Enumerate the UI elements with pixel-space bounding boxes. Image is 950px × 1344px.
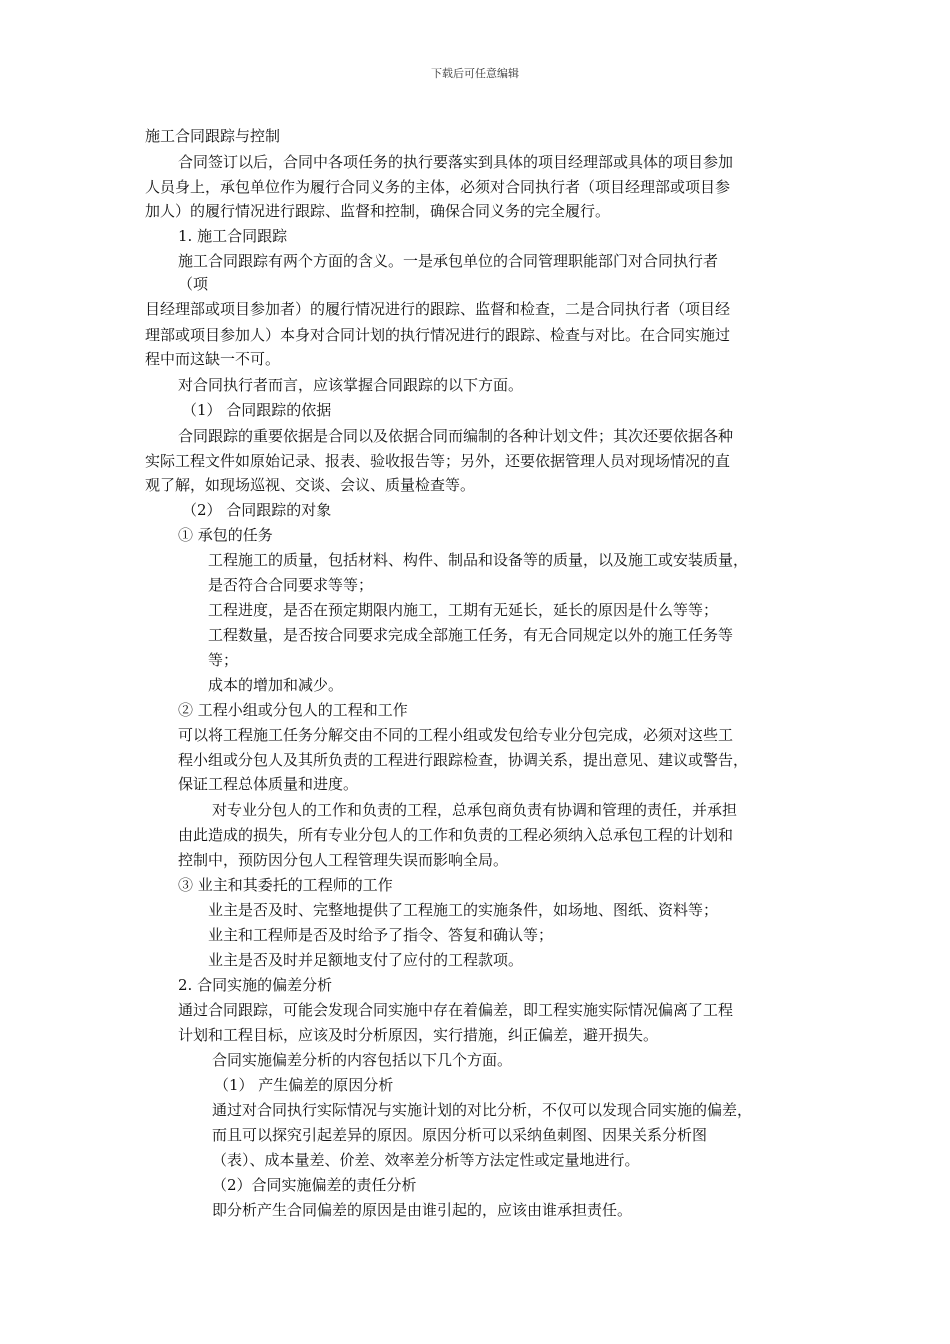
- text-line: 通过对合同执行实际情况与实施计划的对比分析，不仅可以发现合同实施的偏差，: [212, 1101, 753, 1119]
- text-line: 对专业分包人的工作和负责的工程，总承包商负责有协调和管理的责任，并承担: [212, 801, 738, 819]
- doc-title: 施工合同跟踪与控制: [145, 127, 281, 145]
- page-header: 下载后可任意编辑: [431, 67, 519, 80]
- list-heading: ① 承包的任务: [178, 526, 273, 544]
- list-heading: ③ 业主和其委托的工程师的工作: [178, 876, 393, 894]
- text-line: 观了解，如现场巡视、交谈、会议、质量检查等。: [145, 476, 476, 494]
- text-line: 工程施工的质量，包括材料、构件、制品和设备等的质量，以及施工或安装质量，: [208, 551, 749, 569]
- text-line: 程小组或分包人及其所负责的工程进行跟踪检查，协调关系，提出意见、建议或警告，: [178, 751, 749, 769]
- text-line: 工程进度，是否在预定期限内施工，工期有无延长，延长的原因是什么等等；: [208, 601, 719, 619]
- text-line: 对合同执行者而言，应该掌握合同跟踪的以下方面。: [178, 376, 524, 394]
- text-line: 通过合同跟踪，可能会发现合同实施中存在着偏差，即工程实施实际情况偏离了工程: [178, 1001, 734, 1019]
- text-line: 等；: [208, 651, 239, 669]
- text-line: 计划和工程目标，应该及时分析原因，实行措施，纠正偏差，避开损失。: [178, 1026, 659, 1044]
- section-heading: 2. 合同实施的偏差分析: [178, 976, 333, 994]
- text-line: 程中而这缺一不可。: [145, 350, 281, 368]
- section-heading: 1. 施工合同跟踪: [178, 227, 288, 245]
- text-line: 工程数量，是否按合同要求完成全部施工任务，有无合同规定以外的施工任务等: [208, 626, 734, 644]
- subsection-heading: （1） 合同跟踪的依据: [182, 401, 332, 419]
- text-line: （表）、成本量差、价差、效率差分析等方法定性或定量地进行。: [212, 1151, 640, 1169]
- text-line: 由此造成的损失，所有专业分包人的工作和负责的工程必须纳入总承包工程的计划和: [178, 826, 734, 844]
- text-line: 施工合同跟踪有两个方面的含义。一是承包单位的合同管理职能部门对合同执行者: [178, 252, 719, 270]
- text-line: 合同跟踪的重要依据是合同以及依据合同而编制的各种计划文件；其次还要依据各种: [178, 427, 734, 445]
- text-line: 即分析产生合同偏差的原因是由谁引起的，应该由谁承担责任。: [212, 1201, 633, 1219]
- text-line: 人员身上，承包单位作为履行合同义务的主体，必须对合同执行者（项目经理部或项目参: [145, 178, 731, 196]
- text-line: 业主是否及时并足额地支付了应付的工程款项。: [208, 951, 524, 969]
- text-line: 理部或项目参加人）本身对合同计划的执行情况进行的跟踪、检查与对比。在合同实施过: [145, 326, 731, 344]
- text-line: 成本的增加和减少。: [208, 676, 344, 694]
- text-line: 保证工程总体质量和进度。: [178, 775, 359, 793]
- text-line: 实际工程文件如原始记录、报表、验收报告等；另外，还要依据管理人员对现场情况的直: [145, 452, 731, 470]
- text-line: 控制中，预防因分包人工程管理失误而影响全局。: [178, 851, 509, 869]
- text-line: 而且可以探究引起差异的原因。原因分析可以采纳鱼刺图、因果关系分析图: [212, 1126, 708, 1144]
- subsection-heading: （1） 产生偏差的原因分析: [214, 1076, 394, 1094]
- text-line: （项: [178, 275, 209, 293]
- text-line: 目经理部或项目参加者）的履行情况进行的跟踪、监督和检查，二是合同执行者（项目经: [145, 300, 731, 318]
- subsection-heading: （2） 合同跟踪的对象: [182, 501, 332, 519]
- text-line: 业主是否及时、完整地提供了工程施工的实施条件，如场地、图纸、资料等；: [208, 901, 719, 919]
- list-heading: ② 工程小组或分包人的工程和工作: [178, 701, 408, 719]
- text-line: 加人）的履行情况进行跟踪、监督和控制，确保合同义务的完全履行。: [145, 202, 611, 220]
- subsection-heading: （2）合同实施偏差的责任分析: [212, 1176, 417, 1194]
- text-line: 合同实施偏差分析的内容包括以下几个方面。: [212, 1051, 513, 1069]
- text-line: 业主和工程师是否及时给予了指令、答复和确认等；: [208, 926, 554, 944]
- text-line: 是否符合合同要求等等；: [208, 576, 374, 594]
- text-line: 可以将工程施工任务分解交由不同的工程小组或发包给专业分包完成，必须对这些工: [178, 726, 734, 744]
- text-line: 合同签订以后，合同中各项任务的执行要落实到具体的项目经理部或具体的项目参加: [178, 153, 734, 171]
